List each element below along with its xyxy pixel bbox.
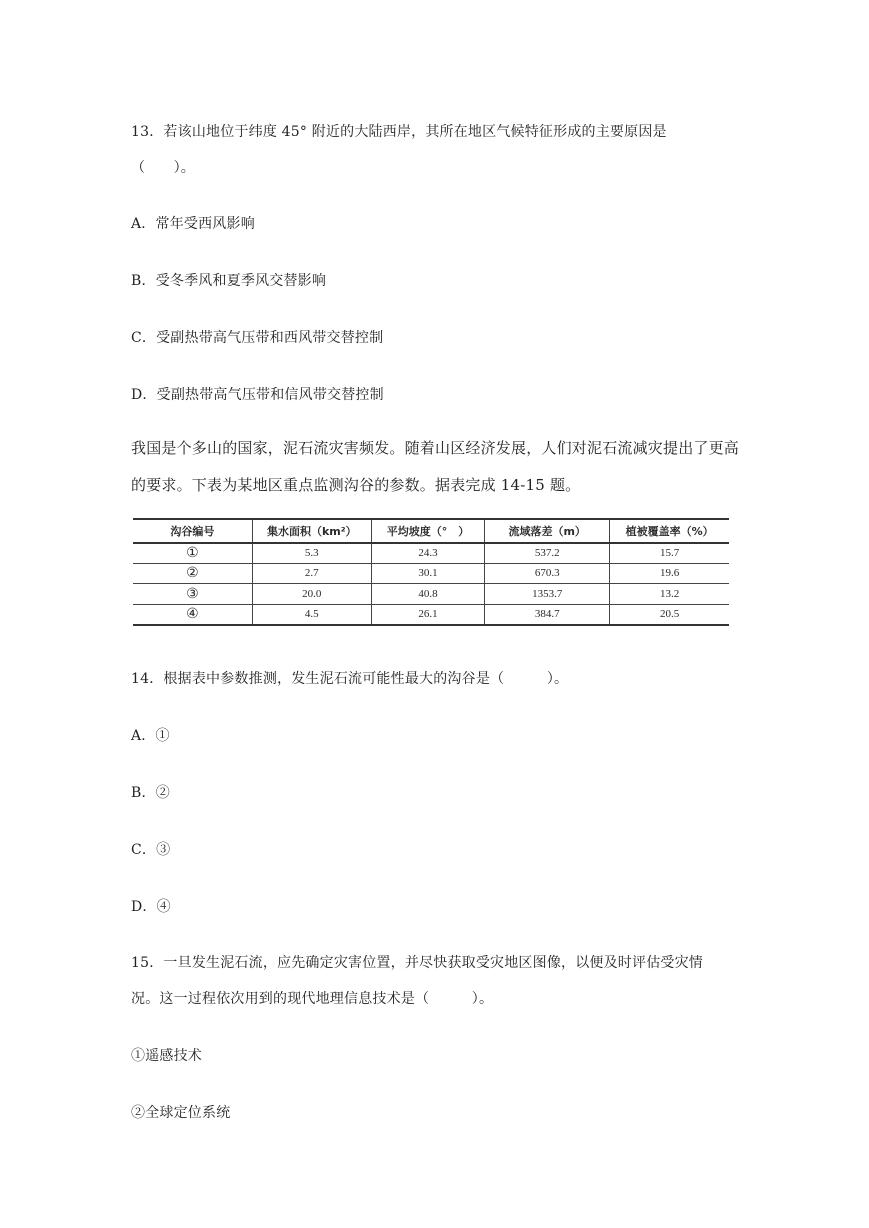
table-cell: ② — [133, 564, 252, 584]
q13-stem-line2: （ ）。 — [131, 160, 195, 176]
table-header-cell: 沟谷编号 — [133, 519, 252, 543]
table-cell: 13.2 — [610, 584, 729, 604]
q13-option-c: C．受副热带高气压带和西风带交替控制 — [131, 330, 384, 346]
q15-item-2: ②全球定位系统 — [131, 1105, 231, 1121]
q14-option-d: D．④ — [131, 899, 171, 915]
table-cell: 15.7 — [610, 543, 729, 564]
q14-option-a: A．① — [131, 728, 170, 744]
q15-stem-line2: 况。这一过程依次用到的现代地理信息技术是（ ）。 — [131, 991, 494, 1007]
table-cell: 4.5 — [252, 604, 371, 625]
q13-option-d: D．受副热带高气压带和信风带交替控制 — [131, 387, 384, 403]
table-cell: 670.3 — [485, 564, 610, 584]
table-cell: 20.5 — [610, 604, 729, 625]
table-cell: ④ — [133, 604, 252, 625]
table-row — [133, 604, 729, 625]
q13-option-b: B．受冬季风和夏季风交替影响 — [131, 273, 327, 289]
q14-option-b: B．② — [131, 785, 170, 801]
q15-stem-line1: 15．一旦发生泥石流，应先确定灾害位置，并尽快获取受灾地区图像，以便及时评估受灾情 — [131, 955, 704, 971]
table-cell: 384.7 — [485, 604, 610, 625]
table-cell: 30.1 — [371, 564, 484, 584]
gully-parameters-table — [133, 518, 729, 626]
table-cell: 26.1 — [371, 604, 484, 625]
table-cell: 2.7 — [252, 564, 371, 584]
q15-item-1: ①遥感技术 — [131, 1048, 202, 1064]
table-cell: ③ — [133, 584, 252, 604]
table-cell: 40.8 — [371, 584, 484, 604]
table-cell: ① — [133, 543, 252, 564]
q13-stem-line1: 13．若该山地位于纬度 45° 附近的大陆西岸，其所在地区气候特征形成的主要原因是 — [131, 124, 667, 140]
table-header-cell: 集水面积（km²） — [252, 519, 371, 543]
table-header-cell: 植被覆盖率（%） — [610, 519, 729, 543]
q14-option-c: C．③ — [131, 842, 171, 858]
q13-option-a: A．常年受西风影响 — [131, 216, 255, 232]
table-header-cell: 平均坡度（° ） — [371, 519, 484, 543]
table-header-cell: 流域落差（m） — [485, 519, 610, 543]
intro-line1: 我国是个多山的国家，泥石流灾害频发。随着山区经济发展，人们对泥石流减灾提出了更高 — [131, 439, 740, 457]
table-cell: 19.6 — [610, 564, 729, 584]
q14-stem: 14．根据表中参数推测，发生泥石流可能性最大的沟谷是（ ）。 — [131, 671, 569, 687]
table-cell: 24.3 — [371, 543, 484, 564]
table-row — [133, 584, 729, 604]
table-cell: 537.2 — [485, 543, 610, 564]
table-header-row — [133, 519, 729, 543]
intro-line2: 的要求。下表为某地区重点监测沟谷的参数。据表完成 14-15 题。 — [131, 476, 581, 494]
table-cell: 20.0 — [252, 584, 371, 604]
table-row — [133, 543, 729, 564]
table-row — [133, 564, 729, 584]
table-cell: 1353.7 — [485, 584, 610, 604]
table-cell: 5.3 — [252, 543, 371, 564]
